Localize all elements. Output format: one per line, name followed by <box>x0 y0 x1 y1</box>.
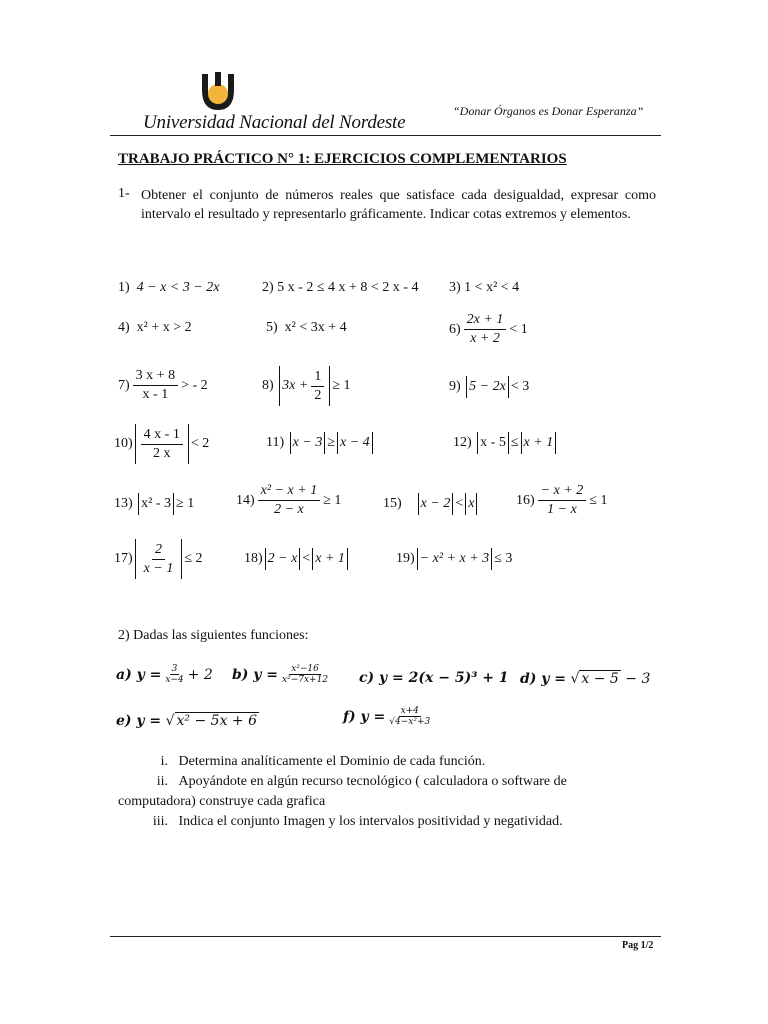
exercise-1-number: 1- <box>118 186 130 201</box>
inequality-6: 6) $\frac{2x + 1}{x + 2}$ < 1 <box>449 312 528 346</box>
page-title: TRABAJO PRÁCTICO N° 1: EJERCICIOS COMPLEMENTARIOS <box>118 151 567 167</box>
instruction-ii: ii. Apoyándote en algún recurso tecnológico ( calculadora o software de <box>156 774 567 789</box>
inequality-13: 13) x² - 3 ≥ 1 <box>114 493 194 515</box>
motto: “Donar Órganos es Donar Esperanza” <box>453 104 644 118</box>
inequality-9: 9) 5 − 2x < 3 <box>449 376 529 398</box>
function-d: d) y = √ x − 5 − 3 <box>520 670 651 687</box>
function-b: b) y = $\frac{\text{x²−16}}{\text{x²−7x+12}}$ <box>232 664 329 685</box>
inequality-14: 14) $\frac{\text{x² − x + 1}}{2 - x}$ ≥ 1 <box>236 483 342 517</box>
inequality-2: 2) 5 x - 2 ≤ 4 x + 8 < 2 x - 4 <box>262 280 419 295</box>
inequality-3: 3) 1 < x² < 4 <box>449 280 520 295</box>
instruction-i: i. Determina analíticamente el Dominio de cada función. <box>160 754 486 769</box>
function-e: e) y = √ x² − 5x + 6 <box>116 712 258 729</box>
inequality-4: 4) x² + x > 2 <box>118 320 192 335</box>
inequality-5: 5) x² < 3x + 4 <box>266 320 347 335</box>
exercise-2-instructions <box>118 752 658 832</box>
function-c: c) y = 2(x − 5)³ + 1 <box>359 670 509 686</box>
inequality-19: 19) − x² + x + 3 ≤ 3 <box>396 548 512 570</box>
inequality-8: 8) 3x + $\frac{1}{2}$ ≥ 1 <box>262 366 351 406</box>
exercise-2-heading: 2) Dadas las siguientes funciones: <box>118 628 309 643</box>
instruction-iii: iii. Indica el conjunto Imagen y los intervalos positividad y negatividad. <box>152 814 563 829</box>
university-name: Universidad Nacional del Nordeste <box>143 112 406 133</box>
inequality-7: 7) $\frac{3 x + 8}{x - 1}$ > - 2 <box>118 368 208 402</box>
inequality-16: 16) $\frac{- x + 2}{1 - x}$ ≤ 1 <box>516 483 608 517</box>
inequality-18: 18) 2 − x < x + 1 <box>244 548 350 570</box>
header-rule <box>110 135 661 136</box>
inequality-15: 15) x − 2 < x <box>383 493 479 515</box>
instruction-ii-continued: computadora) construye cada grafica <box>118 794 326 809</box>
function-a: a) y = $\frac{3}{x-4}$ + 2 <box>116 664 213 685</box>
inequality-10: 10) $\frac{4 x - 1}{2 x}$ < 2 <box>114 424 209 464</box>
exercise-1-statement: Obtener el conjunto de números reales que satisface cada desigualdad, expresar como intervalo el resultado y representarlo gráficamente. Indicar cotas extremos y elementos. <box>141 188 656 222</box>
inequality-11: 11) x − 3 ≥ x − 4 <box>266 432 375 454</box>
inequality-17: 17) $\frac{2}{x - 1}$ ≤ 2 <box>114 539 203 579</box>
inequality-12: 12) x - 5 ≤ x + 1 <box>453 432 558 454</box>
footer-rule <box>110 936 661 937</box>
page-number: Pag 1/2 <box>622 940 654 951</box>
function-f: f) y = $\frac{x+4}{\text{√4−x²+3}}$ <box>343 706 431 727</box>
inequality-1: 1) 4 − x < 3 − 2x <box>118 280 220 295</box>
